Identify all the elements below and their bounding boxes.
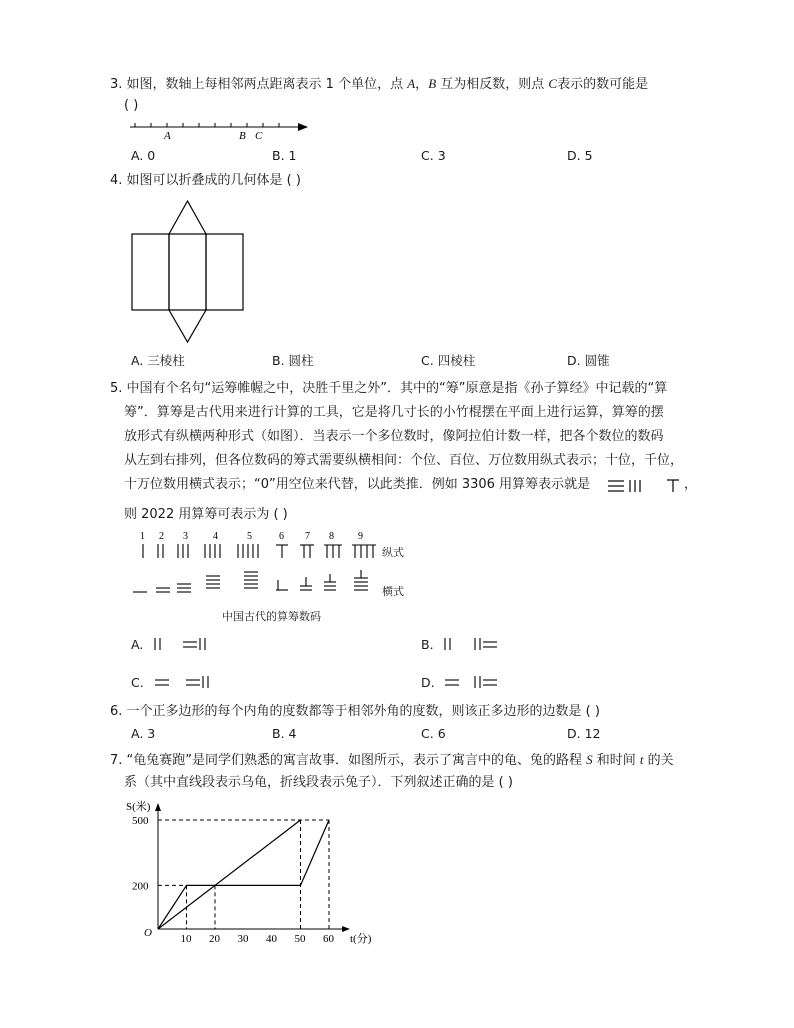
race-chart: [120, 795, 380, 955]
rod-horizontal-forms: [133, 570, 368, 592]
rod-digit: 9: [358, 531, 363, 542]
q3-option-d[interactable]: [567, 147, 593, 165]
q6-option-a[interactable]: [131, 725, 155, 743]
option-value: 3: [147, 726, 156, 741]
q5-line-6: 则 2022 用算筹可表示为 ( ): [124, 507, 288, 522]
q4-option-d[interactable]: [567, 352, 610, 370]
q5-comma: ，: [684, 477, 698, 492]
option-value: 0: [147, 148, 156, 163]
q4-stem: [110, 171, 301, 191]
q6-number: 6.: [110, 704, 123, 719]
net-face-middle: [169, 234, 206, 310]
q3-text-b: 互为相反数，则点: [436, 77, 549, 92]
net-top-triangle: [169, 201, 206, 234]
number-line-arrow: [298, 123, 308, 131]
x-tick-label: 30: [237, 933, 249, 945]
chart-y-arrow: [155, 803, 161, 811]
option-letter: B.: [421, 637, 434, 652]
option-letter: B.: [272, 726, 285, 741]
net-face-left: [132, 234, 169, 310]
q3-paren: ( ): [124, 98, 139, 113]
chart-x-arrow: [342, 926, 350, 932]
prism-net-figure: [130, 199, 246, 345]
number-line-figure: [128, 118, 318, 142]
q3-option-a[interactable]: [131, 147, 155, 165]
q3-var-b: B: [428, 76, 437, 91]
option-letter: B.: [272, 353, 285, 368]
horizontal-form-label: 横式: [382, 585, 404, 598]
q6-option-c[interactable]: [421, 725, 446, 743]
q5-option-c[interactable]: [131, 674, 144, 692]
q5-number: 5.: [110, 381, 123, 396]
option-value: 三棱柱: [147, 353, 185, 368]
option-b-rods: [443, 636, 523, 652]
q5-option-a[interactable]: [131, 636, 143, 654]
q5-line-3: 放形式有纵横两种形式（如图）．当表示一个多位数时，像阿拉伯计数一样，把各个数位的数码: [124, 429, 664, 444]
rod-digit: 2: [159, 531, 164, 542]
rabbit-series-line: [158, 820, 329, 929]
q5-text: 中国有个名句“运筹帷幄之中，决胜千里之外”．其中的“筹”原意是指《孙子算经》中记载的“算: [126, 381, 668, 396]
q4-option-a[interactable]: [131, 352, 185, 370]
option-letter: C.: [131, 675, 144, 690]
option-letter: A.: [131, 637, 144, 652]
axis-label-b: B: [239, 130, 246, 142]
rod-digit: 4: [213, 531, 218, 542]
q3-sep: ，: [415, 77, 429, 92]
q7-text-a: “龟兔赛跑”是同学们熟悉的寓言故事．如图所示，表示了寓言中的龟、兔的路程: [126, 753, 587, 768]
x-tick-label: 10: [180, 933, 192, 945]
q3-option-c[interactable]: [421, 147, 446, 165]
x-tick-label: 40: [266, 933, 277, 945]
option-value: 5: [584, 148, 593, 163]
option-letter: D.: [567, 148, 581, 163]
option-c-rods: [153, 674, 233, 690]
axis-label-c: C: [255, 130, 263, 142]
q4-text: 如图可以折叠成的几何体是 ( ): [126, 173, 301, 188]
rods-caption: 中国古代的算筹数码: [222, 610, 321, 623]
q3-option-b[interactable]: [272, 147, 297, 165]
q5-line-1: [110, 379, 667, 399]
tortoise-series-line: [158, 820, 301, 929]
option-value: 圆柱: [288, 353, 314, 368]
x-tick-label: 60: [323, 933, 334, 945]
number-line-ticks: [135, 123, 279, 127]
rod-digits: [140, 531, 363, 542]
q5-line-2: 筹”．算筹是古代用来进行计算的工具，它是将几寸长的小竹棍摆在平面上进行运算，算筹的摆: [124, 405, 664, 420]
option-letter: D.: [421, 675, 435, 690]
option-letter: C.: [421, 148, 434, 163]
option-letter: B.: [272, 148, 285, 163]
q7-text-c: 的关: [643, 753, 674, 768]
option-letter: C.: [421, 353, 434, 368]
x-tick-label: 20: [209, 933, 220, 945]
q5-line-4: 从左到右排列，但各位数码的筹式需要纵横相间：个位、百位、万位数用纵式表示；十位，千位，: [124, 453, 684, 468]
option-letter: A.: [131, 353, 144, 368]
chart-origin: O: [144, 927, 152, 939]
q3-number: 3.: [110, 77, 123, 92]
option-letter: A.: [131, 726, 144, 741]
q7-number: 7.: [110, 753, 123, 768]
rod-digit: 3: [183, 531, 188, 542]
option-value: 12: [584, 726, 601, 741]
y-tick-label: 200: [132, 880, 149, 893]
rod-digit: 8: [329, 531, 334, 542]
option-letter: A.: [131, 148, 144, 163]
q3-stem: [110, 74, 648, 95]
q6-option-b[interactable]: [272, 725, 297, 743]
q7-var-s: S: [586, 752, 593, 767]
counting-rods-table: [128, 530, 428, 616]
q3-var-c: C: [548, 76, 558, 91]
q3-var-a: A: [407, 76, 416, 91]
q4-number: 4.: [110, 173, 123, 188]
vertical-form-label: 纵式: [382, 546, 404, 559]
q7-line-1: [110, 750, 674, 771]
q4-option-b[interactable]: [272, 352, 314, 370]
net-bottom-triangle: [169, 310, 206, 342]
chart-xlabel: t(分): [350, 933, 372, 945]
rod-digit: 7: [305, 531, 310, 542]
chart-ylabel: S(米): [126, 801, 151, 813]
rod-3306-example: [606, 477, 686, 497]
rod-vertical-forms: [143, 544, 376, 558]
option-value: 圆锥: [584, 353, 610, 368]
rod-digit: 1: [140, 531, 145, 542]
q7-line-2: 系（其中直线段表示乌龟，折线段表示兔子）．下列叙述正确的是 ( ): [124, 775, 513, 790]
q7-var-t: t: [639, 752, 644, 767]
option-value: 四棱柱: [437, 353, 476, 368]
option-letter: D.: [567, 353, 581, 368]
net-face-right: [206, 234, 243, 310]
q6-stem: [110, 702, 600, 722]
q6-text: 一个正多边形的每个内角的度数都等于相邻外角的度数，则该正多边形的边数是 ( ): [126, 704, 600, 719]
option-value: 4: [288, 726, 297, 741]
q5-line-5: 十万位数用横式表示；“0”用空位来代替，以此类推．例如 3306 用算筹表示就是: [124, 477, 591, 492]
axis-label-a: A: [164, 130, 171, 142]
rod-digit: 6: [279, 531, 284, 542]
q3-text-c: 表示的数可能是: [557, 77, 649, 92]
q4-option-c[interactable]: [421, 352, 475, 370]
q7-text-b: 和时间: [592, 753, 640, 768]
q5-option-b[interactable]: [421, 636, 434, 654]
option-letter: D.: [567, 726, 581, 741]
option-value: 3: [437, 148, 446, 163]
rod-digit: 5: [247, 531, 252, 542]
q6-option-d[interactable]: [567, 725, 601, 743]
option-d-rods: [443, 674, 523, 690]
q5-option-d[interactable]: [421, 674, 435, 692]
option-letter: C.: [421, 726, 434, 741]
q3-text-a: 如图，数轴上每相邻两点距离表示 1 个单位，点: [126, 77, 408, 92]
option-value: 1: [288, 148, 297, 163]
option-value: 6: [437, 726, 446, 741]
option-a-rods: [153, 636, 223, 652]
y-tick-label: 500: [132, 815, 149, 827]
x-tick-label: 50: [294, 933, 306, 945]
